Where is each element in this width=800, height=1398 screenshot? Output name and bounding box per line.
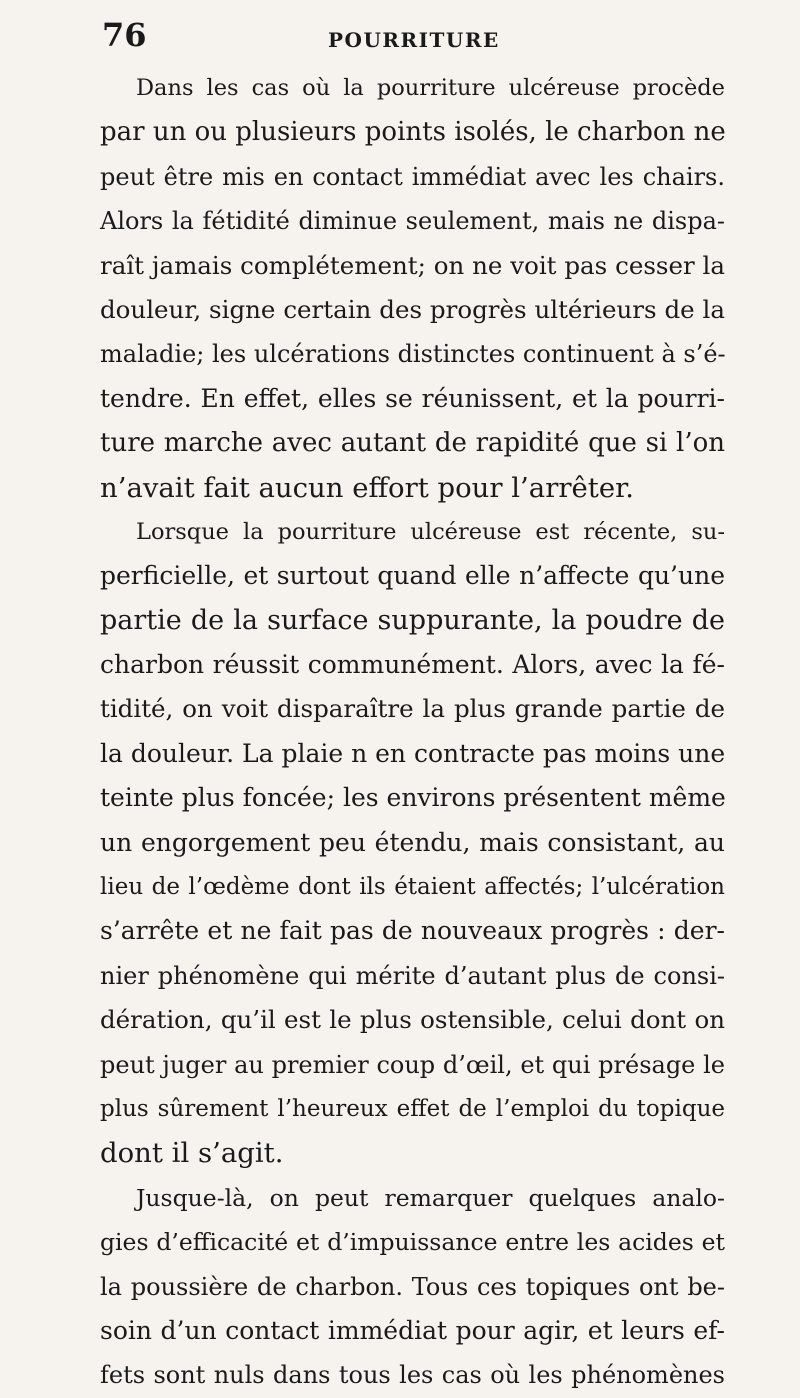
text-line: ture marche avec autant de rapidité que si l’on <box>100 428 725 459</box>
text-line: tidité, on voit disparaître la plus grande partie de <box>100 694 725 724</box>
text-line: teinte plus foncée; les environs présentent même <box>100 783 726 813</box>
text-line: s’arrête et ne fait pas de nouveaux progrès : der- <box>100 916 725 946</box>
text-line: par un ou plusieurs points isolés, le charbon ne <box>100 117 726 148</box>
running-head: POURRITURE <box>328 28 500 52</box>
text-line: Jusque-là, on peut remarquer quelques analo- <box>136 1183 725 1212</box>
text-line: peut juger au premier coup d’œil, et qui présage le <box>100 1050 725 1079</box>
text-line: maladie; les ulcérations distinctes continuent à s’é- <box>100 340 726 369</box>
text-line: gies d’efficacité et d’impuissance entre les acides et <box>100 1228 725 1257</box>
text-line: Dans les cas où la pourriture ulcéreuse procède <box>136 75 725 101</box>
text-line: douleur, signe certain des progrès ultérieurs de la <box>100 294 725 324</box>
text-line: raît jamais complétement; on ne voit pas cesser la <box>100 250 725 280</box>
text-line: dération, qu’il est le plus ostensible, celui dont on <box>100 1005 725 1035</box>
text-line: peut être mis en contact immédiat avec les chairs. <box>100 162 725 191</box>
text-line: partie de la surface suppurante, la poudre de <box>100 604 725 636</box>
text-line: plus sûrement l’heureux effet de l’emploi du topique <box>100 1095 725 1122</box>
text-line: la douleur. La plaie n en contracte pas moins une <box>100 738 726 768</box>
text-line: soin d’un contact immédiat pour agir, et leurs ef- <box>100 1315 725 1345</box>
text-line: tendre. En effet, elles se réunissent, et la pourri- <box>100 383 725 413</box>
text-line: Alors la fétidité diminue seulement, mais ne dispa- <box>100 207 725 236</box>
page-header <box>102 16 662 56</box>
body-text <box>100 66 725 1398</box>
text-line: dont il s’agit. <box>100 1137 284 1170</box>
text-line: perficielle, et surtout quand elle n’affecte qu’une <box>100 561 725 591</box>
text-line: Lorsque la pourriture ulcéreuse est récente, su- <box>136 518 725 545</box>
text-line: n’avait fait aucun effort pour l’arrêter. <box>100 471 634 504</box>
text-line: fets sont nuls dans tous les cas où les phénomènes <box>100 1361 725 1390</box>
text-line: lieu de l’œdème dont ils étaient affectés; l’ulcération <box>100 874 725 901</box>
text-line: nier phénomène qui mérite d’autant plus de consi- <box>100 961 725 990</box>
text-line: la poussière de charbon. Tous ces topiques ont be- <box>100 1272 725 1301</box>
page-number: 76 <box>102 16 147 54</box>
text-line: charbon réussit communément. Alors, avec la fé- <box>100 650 725 680</box>
text-line: un engorgement peu étendu, mais consistant, au <box>100 827 725 857</box>
